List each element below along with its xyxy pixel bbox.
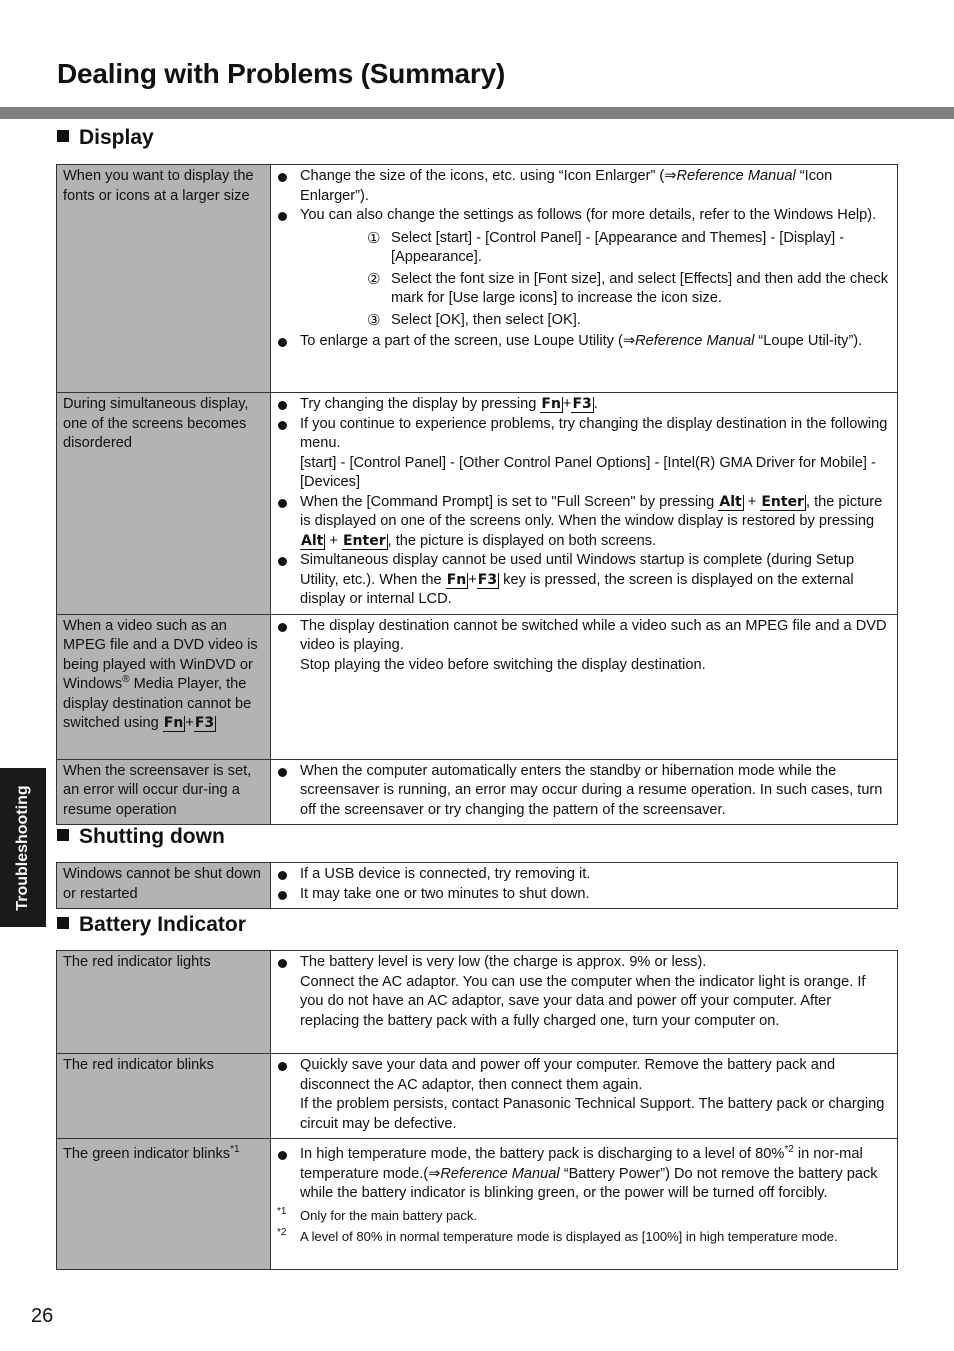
- footnote: *2 A level of 80% in normal temperature mode is displayed as [100%] in high temperature mode.: [277, 1227, 838, 1244]
- list-item: To enlarge a part of the screen, use Loupe Utility (⇒Reference Manual “Loupe Util-ity”).: [277, 332, 889, 352]
- table-row: [57, 614, 898, 759]
- solution-cell: [271, 951, 898, 1054]
- step-number: ②: [367, 270, 381, 288]
- bullet-icon: [278, 338, 287, 347]
- section-heading-text: Shutting down: [79, 825, 225, 848]
- problem-cell: When the screensaver is set, an error will occur dur-ing a resume operation: [57, 759, 271, 825]
- table-row: [57, 1054, 898, 1139]
- footnote-ref: *2: [784, 1144, 794, 1156]
- bullet-icon: [278, 173, 287, 182]
- problem-cell: When you want to display the fonts or icons at a larger size: [57, 165, 271, 393]
- bullet-icon: [278, 421, 287, 430]
- list-item: If a USB device is connected, try removing it.: [277, 865, 889, 885]
- enter-key: Enter: [761, 493, 804, 510]
- square-bullet-icon: [57, 829, 69, 841]
- f3-key: F3: [572, 396, 592, 412]
- battery-table: [56, 950, 898, 1270]
- bullet-icon: [278, 959, 287, 968]
- enter-key: Enter: [342, 532, 386, 549]
- list-item: Change the size of the icons, etc. using “Icon Enlarger” (⇒Reference Manual “Icon Enlarger”).: [277, 167, 889, 206]
- list-item: Try changing the display by pressing Fn +F3 .: [277, 395, 889, 415]
- f3-key: F3: [477, 571, 498, 588]
- list-item: You can also change the settings as follows (for more details, refer to the Windows Help). ① Select [start] - [Control Panel] - [Appearance and Themes] - [Display] - [Appearance]. ② Select the font size in [Font size], and select [Effects] and then add the check mark for [Use large icons] to increase the icon size. ③ Select [OK], then select [OK].: [277, 206, 889, 330]
- step-number: ①: [367, 229, 381, 247]
- bullet-icon: [278, 499, 287, 508]
- step-item: ③ Select [OK], then select [OK].: [367, 311, 581, 329]
- list-item: The display destination cannot be switched while a video such as an MPEG file and a DVD video is playing. Stop playing the video before switching the display destination.: [277, 617, 889, 676]
- bullet-icon: [278, 401, 287, 410]
- list-item: The battery level is very low (the charge is approx. 9% or less). Connect the AC adaptor. You can use the computer when the indicator light is orange. If you do not have an AC adaptor, save your data and power off your computer. After replacing the battery pack with a fully charged one, turn your computer on.: [277, 953, 889, 1031]
- list-item: Simultaneous display cannot be used until Windows startup is complete (during Setup Utility, etc.). When the Fn +F3 key is pressed, the screen is displayed on the external display or internal LCD.: [277, 551, 889, 610]
- list-item: When the computer automatically enters the standby or hibernation mode while the screensaver is running, an error may occur during a resume operation. In such cases, turn off the screensaver or try changing the pattern of the screensaver.: [277, 762, 889, 821]
- table-row: [57, 165, 898, 393]
- alt-key: Alt: [719, 493, 742, 510]
- table-row: [57, 951, 898, 1054]
- section-heading-shutting-down: [57, 825, 225, 849]
- solution-cell: [271, 863, 898, 909]
- bullet-icon: [278, 871, 287, 880]
- solution-cell: [271, 1054, 898, 1139]
- list-item: In high temperature mode, the battery pack is discharging to a level of 80%$^{*2}$ in nor-mal temperature mode.(⇒Reference Manual “Battery Power”) Do not remove the battery pack while the battery indicator is blinking green, or the power will be turned off forcibly.: [277, 1145, 889, 1204]
- table-row: [57, 759, 898, 825]
- problem-cell: The green indicator blinks$^{*1}$: [57, 1139, 271, 1270]
- side-tab: [0, 768, 46, 927]
- problem-cell: The red indicator blinks: [57, 1054, 271, 1139]
- step-number: ③: [367, 311, 381, 329]
- reference-text: Reference Manual: [440, 1165, 560, 1182]
- list-item: Quickly save your data and power off your computer. Remove the battery pack and disconnect the AC adaptor, then connect them again. If the problem persists, contact Panasonic Technical Support. The battery pack or charging circuit may be defective.: [277, 1056, 889, 1134]
- fn-key: Fn: [163, 715, 184, 731]
- bullet-icon: [278, 891, 287, 900]
- shutdown-table: [56, 862, 898, 909]
- list-item: If you continue to experience problems, try changing the display destination in the following menu. [start] - [Control Panel] - [Other Control Panel Options] - [Intel(R) GMA Driver for Mobile] - [Devices]: [277, 415, 889, 493]
- section-heading-display: [57, 126, 154, 150]
- bullet-icon: [278, 1062, 287, 1071]
- reference-text: Reference Manual: [635, 333, 755, 349]
- step-list: [300, 229, 889, 331]
- section-heading-text: Display: [79, 126, 154, 149]
- page-number: 26: [31, 1305, 54, 1327]
- footnote: *1 Only for the main battery pack.: [277, 1205, 478, 1223]
- side-tab-label: Troubleshooting: [14, 784, 31, 911]
- f3-key: F3: [194, 715, 215, 731]
- solution-cell: [271, 759, 898, 825]
- square-bullet-icon: [57, 917, 69, 929]
- table-row: [57, 1139, 898, 1270]
- fn-key: Fn: [446, 571, 467, 588]
- section-heading-battery: [57, 913, 246, 937]
- bullet-icon: [278, 212, 287, 221]
- problem-cell: The red indicator lights: [57, 951, 271, 1054]
- alt-key: Alt: [301, 532, 324, 549]
- square-bullet-icon: [57, 130, 69, 142]
- step-item: ② Select the font size in [Font size], and select [Effects] and then add the check mark for [Use large icons] to increase the icon size.: [367, 270, 889, 306]
- solution-cell: [271, 165, 898, 393]
- table-row: [57, 863, 898, 909]
- display-table: [56, 164, 898, 825]
- list-item: It may take one or two minutes to shut down.: [277, 885, 889, 905]
- solution-cell: [271, 614, 898, 759]
- bullet-icon: [278, 557, 287, 566]
- bullet-icon: [278, 768, 287, 777]
- problem-cell: When a video such as an MPEG file and a DVD video is being played with WinDVD or Windows® Media Player, the display destination cannot be switched using Fn +F3: [57, 614, 271, 759]
- bullet-icon: [278, 1151, 287, 1160]
- solution-cell: [271, 393, 898, 615]
- table-row: [57, 393, 898, 615]
- title-rule: [0, 107, 954, 119]
- problem-cell: Windows cannot be shut down or restarted: [57, 863, 271, 909]
- registered-mark: ®: [122, 674, 130, 686]
- reference-text: Reference Manual: [676, 168, 796, 184]
- list-item: When the [Command Prompt] is set to "Full Screen" by pressing Alt + Enter , the picture is displayed on one of the screens only. When the window display is restored by pressing Alt + Enter , the picture is displayed on both screens.: [277, 493, 889, 552]
- bullet-icon: [278, 623, 287, 632]
- footnote-ref: *1: [230, 1144, 240, 1156]
- page-title: Dealing with Problems (Summary): [57, 58, 506, 89]
- section-heading-text: Battery Indicator: [79, 913, 246, 936]
- solution-cell: [271, 1139, 898, 1270]
- fn-key: Fn: [541, 396, 561, 412]
- step-item: ① Select [start] - [Control Panel] - [Appearance and Themes] - [Display] - [Appearance].: [367, 229, 845, 265]
- problem-cell: During simultaneous display, one of the screens becomes disordered: [57, 393, 271, 615]
